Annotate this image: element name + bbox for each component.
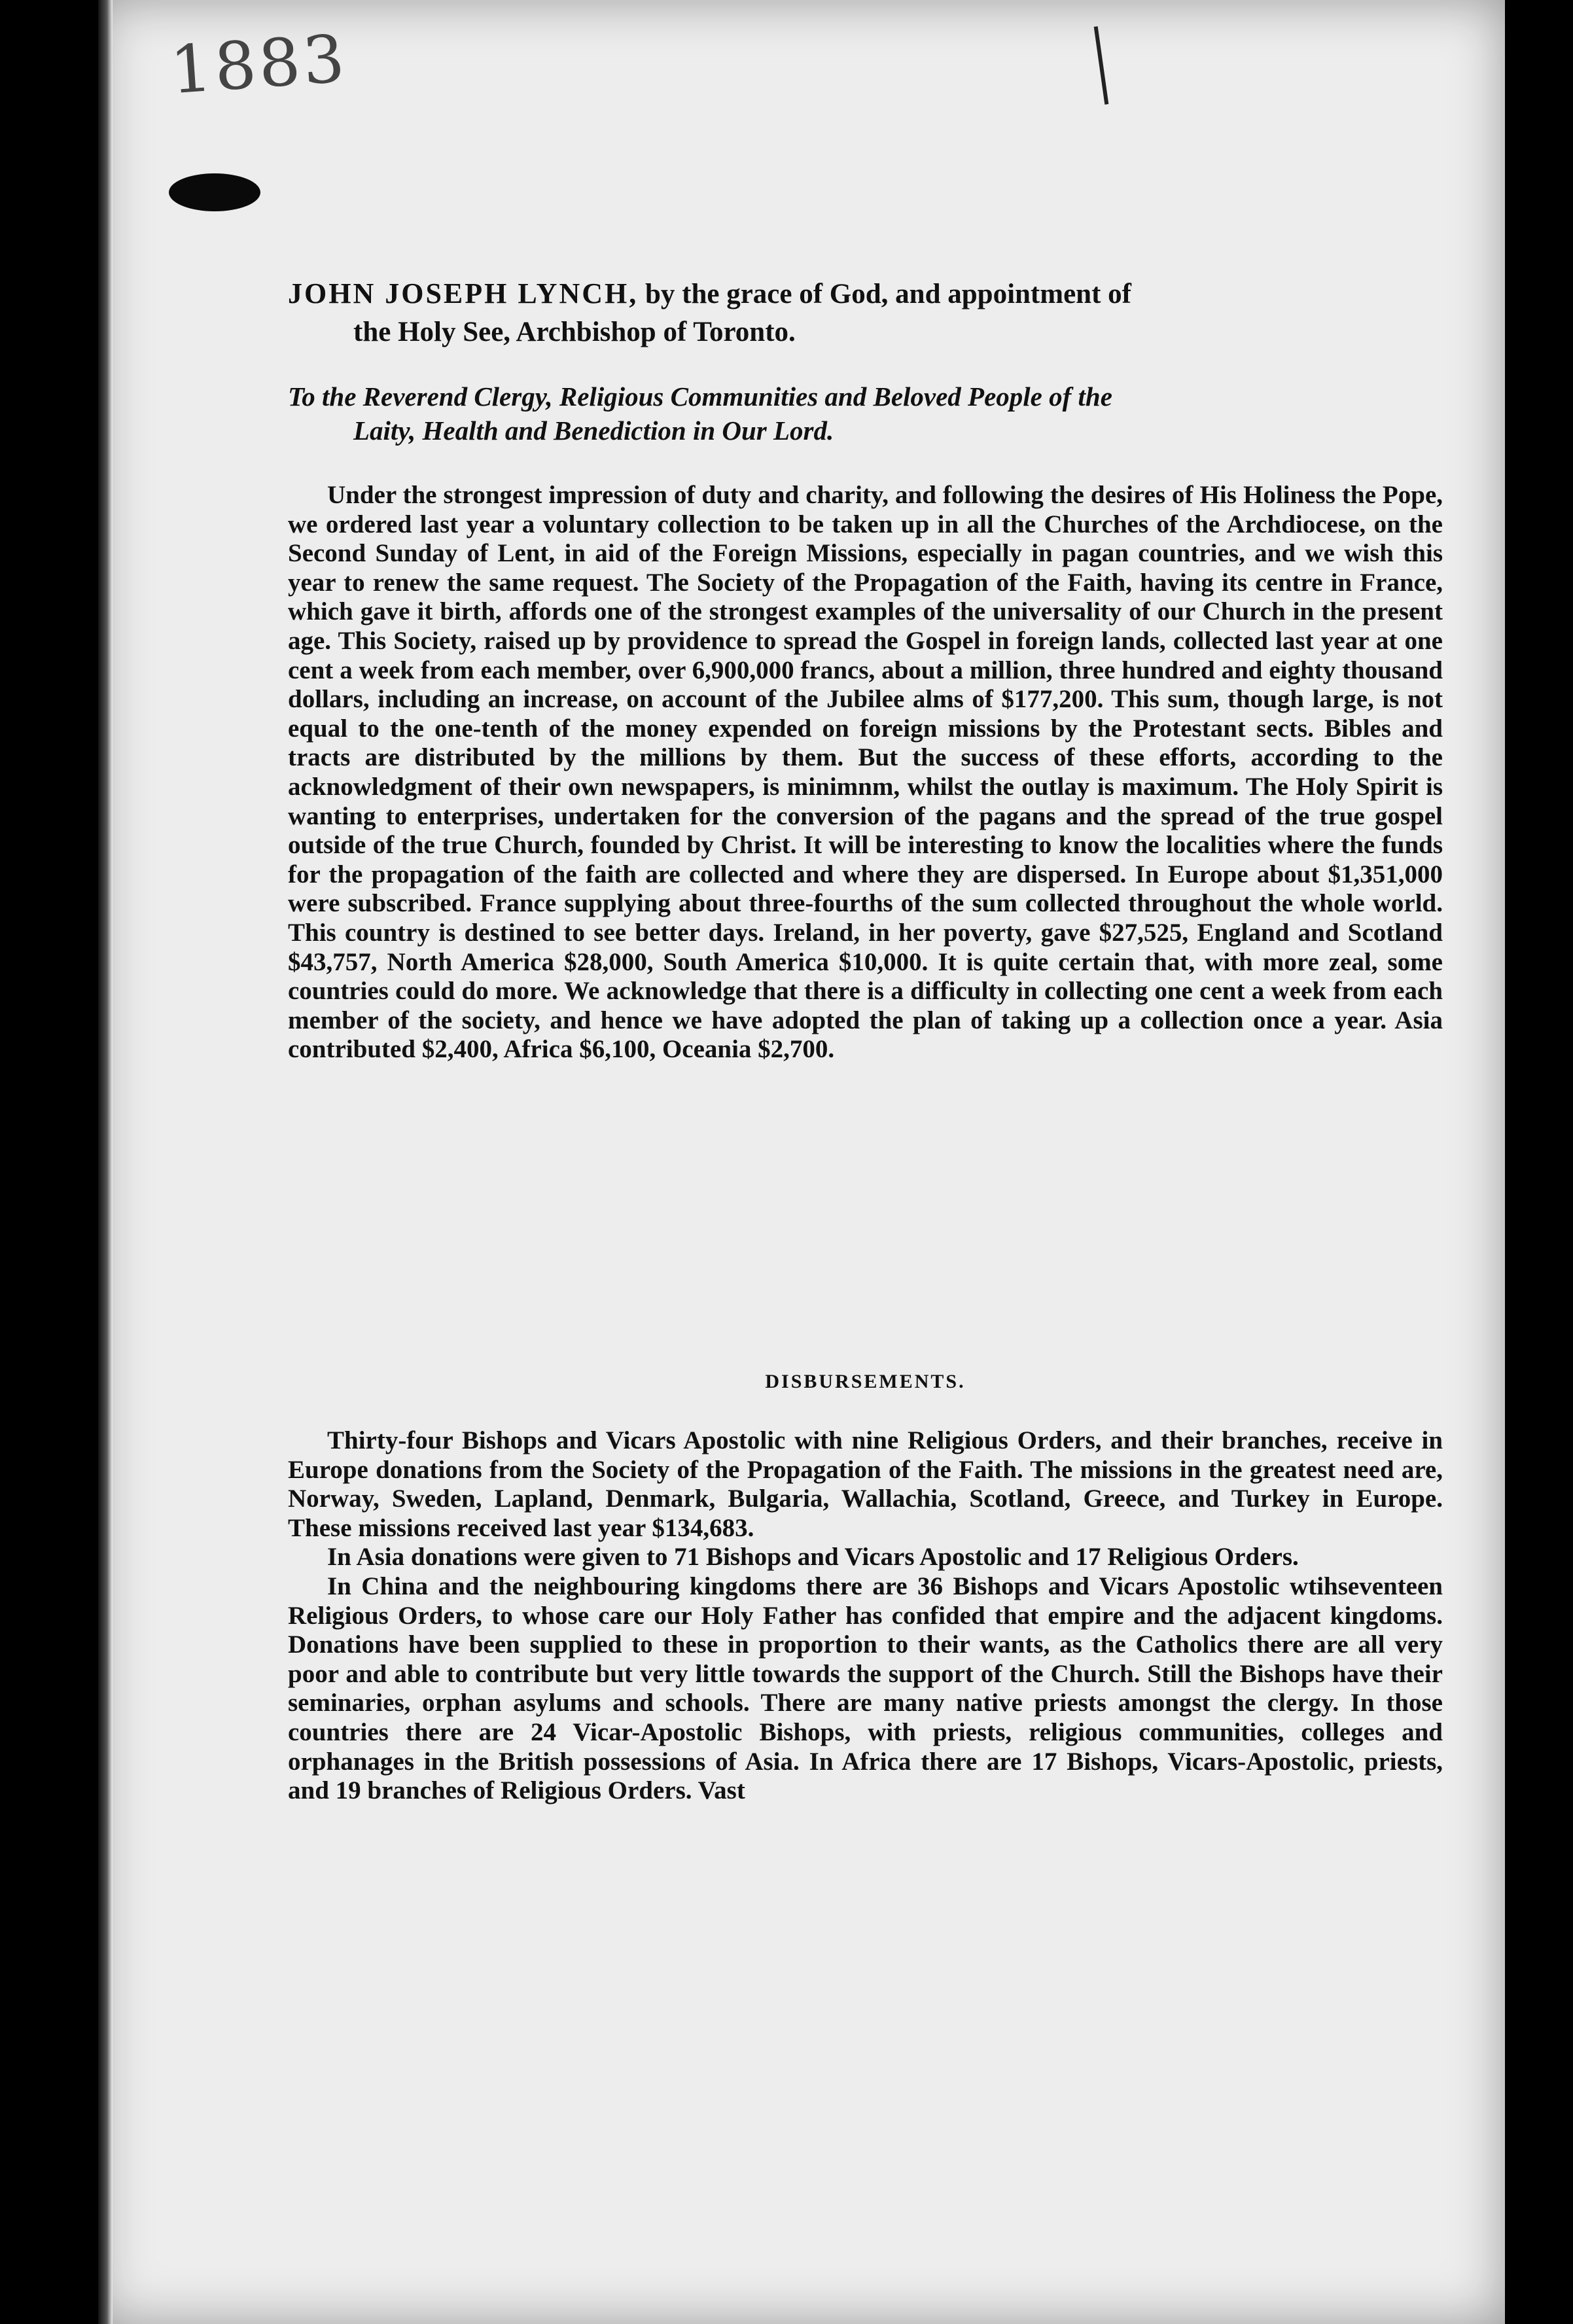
paragraph-asia: In Asia donations were given to 71 Bishops and Vicars Apostolic and 17 Religious Orders. xyxy=(327,1543,1299,1572)
disbursements-body xyxy=(288,1426,1443,1806)
page-edge-shadow xyxy=(98,0,113,2324)
letter-header xyxy=(288,275,1446,351)
header-line2: the Holy See, Archbishop of Toronto. xyxy=(353,317,796,347)
letter-body xyxy=(288,481,1443,1065)
header-line1: by the grace of God, and appointment of xyxy=(638,279,1131,309)
salutation-line1: To the Reverend Clergy, Religious Communities and Beloved People of the xyxy=(288,381,1112,412)
pen-mark xyxy=(1094,26,1109,105)
handwritten-year: 1883 xyxy=(168,20,350,109)
paragraph-china: In China and the neighbouring kingdoms there are 36 Bishops and Vicars Apostolic wtihseventeen Religious Orders, to whose care our Holy Father has confided that empire and the adjacent kingdoms. Donations have been supplied to these in proportion to their wants, as the Catholics there are all very poor and able to contribute but very little towards the support of the Church. Still the Bishops have their seminaries, orphan asylums and schools. There are many native priests amongst the clergy. In those countries there are 24 Vicar-Apostolic Bishops, with priests, religious communities, colleges and orphanages in the British possessions of Asia. In Africa there are 17 Bishops, Vicars-Apostolic, priests, and 19 branches of Religious Orders. Vast xyxy=(288,1572,1443,1805)
salutation-line2: Laity, Health and Benediction in Our Lord. xyxy=(353,415,834,446)
ink-blot xyxy=(169,173,260,211)
paragraph-collection: Under the strongest impression of duty and charity, and following the desires of His Holiness the Pope, we ordered last year a voluntary collection to be taken up in all the Churches of the Archdiocese, on the Second Sunday of Lent, in aid of the Foreign Missions, especially in pagan countries, and we wish this year to renew the same request. The Society of the Propagation of the Faith, having its centre in France, which gave it birth, affords one of the strongest examples of the universality of our Church in the present age. This Society, raised up by providence to spread the Gospel in foreign lands, collected last year at one cent a week from each member, over 6,900,000 francs, about a million, three hundred and eighty thousand dollars, including an increase, on account of the Jubilee alms of $177,200. This sum, though large, is not equal to the one-tenth of the money expended on foreign missions by the Protestant sects. Bibles and tracts are distributed by the millions by them. But the success of these efforts, according to the acknowledgment of their own newspapers, is minimnm, whilst the outlay is maximum. The Holy Spirit is wanting to enterprises, undertaken for the conversion of the pagans and the spread of the true gospel outside of the true Church, founded by Christ. It will be interesting to know the localities where the funds for the propagation of the faith are collected and where they are dispersed. In Europe about $1,351,000 were subscribed. France supplying about three-fourths of the sum collected throughout the whole world. This country is destined to see better days. Ireland, in her poverty, gave $27,525, England and Scotland $43,757, North America $28,000, South America $10,000. It is quite certain that, with more zeal, some countries could do more. We acknowledge that there is a difficulty in collecting one cent a week from each member of the society, and hence we have adopted the plan of taking up a collection once a year. Asia contributed $2,400, Africa $6,100, Oceania $2,700. xyxy=(288,481,1443,1064)
paragraph-europe: Thirty-four Bishops and Vicars Apostolic with nine Religious Orders, and their branches, receive in Europe donations from the Society of the Propagation of the Faith. The missions in the greatest need are, Norway, Sweden, Lapland, Denmark, Bulgaria, Wallachia, Scotland, Greece, and Turkey in Europe. These missions received last year $134,683. xyxy=(288,1426,1443,1542)
author-name: JOHN JOSEPH LYNCH, xyxy=(288,277,639,309)
document-page xyxy=(98,0,1505,2324)
section-heading: DISBURSEMENTS. xyxy=(765,1371,966,1392)
salutation xyxy=(288,379,1446,448)
